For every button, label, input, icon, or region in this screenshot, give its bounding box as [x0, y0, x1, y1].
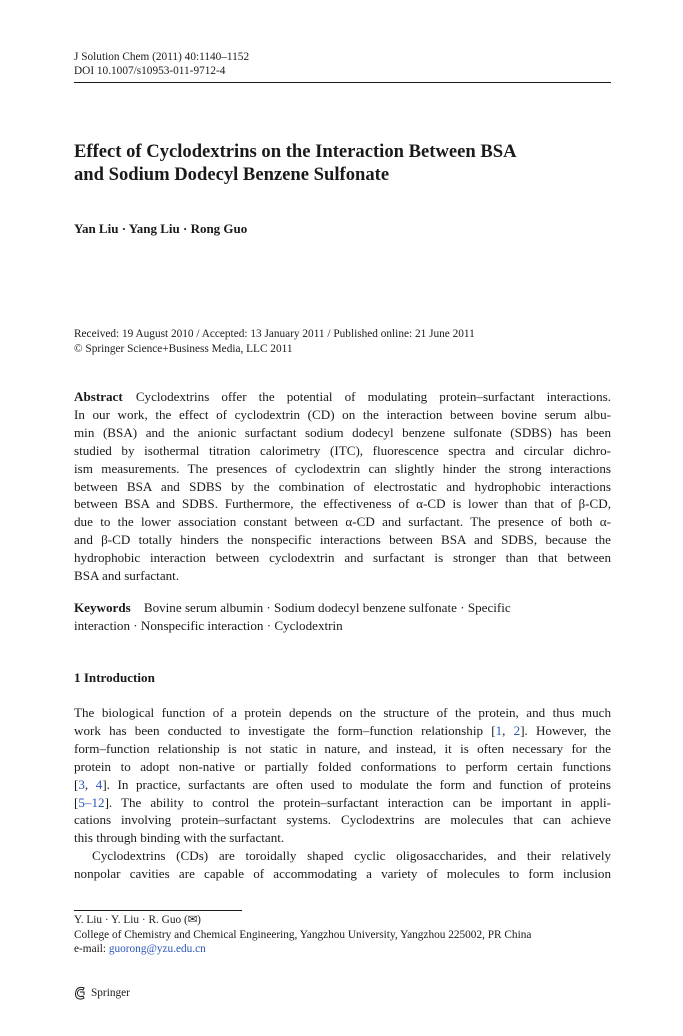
doi: DOI 10.1007/s10953-011-9712-4 [74, 65, 226, 77]
keywords-line: Keywords Bovine serum albumin · Sodium dodecyl benzene sulfonate · Specific [74, 600, 511, 615]
footnote-rule [74, 910, 242, 911]
abstract-line: and β-CD totally hinders the nonspecific interactions between BSA and SDBS, because the [74, 532, 611, 548]
footnote-affiliation: College of Chemistry and Chemical Engineering, Yangzhou University, Yangzhou 225002, PR China [74, 928, 532, 941]
abstract-line: BSA and surfactant. [74, 568, 180, 584]
publication-dates: Received: 19 August 2010 / Accepted: 13 January 2011 / Published online: 21 June 2011 [74, 328, 475, 340]
author-footnote [74, 913, 531, 957]
body-line: Cyclodextrins (CDs) are toroidally shaped cyclic oligosaccharides, and their relatively [92, 848, 611, 864]
body-line: [5–12]. The ability to control the protein–surfactant interaction can be important in appli- [74, 794, 611, 810]
publisher-name: Springer [91, 987, 130, 999]
abstract-line: ism measurements. The presences of cyclodextrin can slightly hinder the strong interactions [74, 460, 611, 476]
body-line: cations involving protein–surfactant systems. Cyclodextrins are molecules that can achieve [74, 812, 611, 828]
body-line: protein to adopt non-native or partially folded conformations to perform certain functions [74, 758, 611, 774]
citation-link[interactable]: 2 [513, 722, 521, 738]
footnote-email-line: e-mail: guorong@yzu.edu.cn [74, 943, 206, 955]
abstract-line: due to the lower association constant between α-CD and surfactant. The presence of both α- [74, 514, 611, 530]
keywords-label: Keywords [74, 600, 131, 615]
footnote-authors: Y. Liu · Y. Liu · R. Guo (✉) [74, 914, 201, 926]
running-header [74, 50, 249, 78]
citation-link[interactable]: 5–12 [78, 794, 105, 810]
keywords-line: interaction · Nonspecific interaction · Cyclodextrin [74, 617, 343, 633]
abstract-line: between BSA and SDBS. Furthermore, the effectiveness of α-CD is lower than that of β-CD, [74, 496, 611, 512]
body-line: [3, 4]. In practice, surfactants are often used to modulate the form and function of proteins [74, 776, 612, 792]
section-heading-introduction: 1 Introduction [74, 670, 155, 685]
header-rule [74, 82, 611, 83]
body-line: this through binding with the surfactant. [74, 830, 285, 846]
copyright: © Springer Science+Business Media, LLC 2011 [74, 342, 293, 355]
publisher-footer [74, 986, 130, 1000]
citation-link[interactable]: 3 [78, 776, 85, 792]
body-line: form–function relationship is not static in nature, and instead, it is often necessary for the [74, 740, 611, 756]
abstract-label: Abstract [74, 389, 123, 404]
article-history [74, 327, 475, 356]
citation-link[interactable]: 4 [95, 776, 103, 792]
keywords [74, 599, 611, 635]
abstract-line: In our work, the effect of cyclodextrin (CD) on the interaction between bovine serum albu- [74, 406, 611, 422]
body-line: The biological function of a protein depends on the structure of the protein, and thus much [74, 705, 611, 720]
springer-logo-icon [74, 986, 87, 1000]
author-list: Yan Liu · Yang Liu · Rong Guo [74, 221, 248, 236]
introduction-body [74, 704, 611, 883]
citation-link[interactable]: 1 [495, 722, 503, 738]
abstract-line: Abstract Cyclodextrins offer the potential of modulating protein–surfactant interactions. [74, 389, 611, 404]
body-line: work has been conducted to investigate the form–function relationship [1, 2]. However, the [74, 722, 611, 738]
article-title [74, 140, 614, 186]
title-line-1: Effect of Cyclodextrins on the Interaction Between BSA [74, 141, 517, 162]
email-link[interactable]: guorong@yzu.edu.cn [108, 943, 206, 955]
title-line-2: and Sodium Dodecyl Benzene Sulfonate [74, 164, 390, 185]
abstract-line: between BSA and SDBS by the combination of electrostatic and hydrophobic interactions [74, 478, 611, 494]
body-line: nonpolar cavities are capable of accommodating a variety of molecules to form inclusion [74, 866, 611, 882]
abstract-line: studied by isothermal titration calorimetry (ITC), fluorescence spectra and circular dichro- [74, 442, 611, 458]
abstract-line: hydrophobic interaction between cyclodextrin and surfactant is stronger than that between [74, 550, 611, 566]
journal-citation: J Solution Chem (2011) 40:1140–1152 [74, 51, 250, 63]
abstract-line: min (BSA) and the anionic surfactant sodium dodecyl benzene sulfonate (SDBS) has been [74, 424, 611, 440]
abstract [74, 388, 611, 585]
